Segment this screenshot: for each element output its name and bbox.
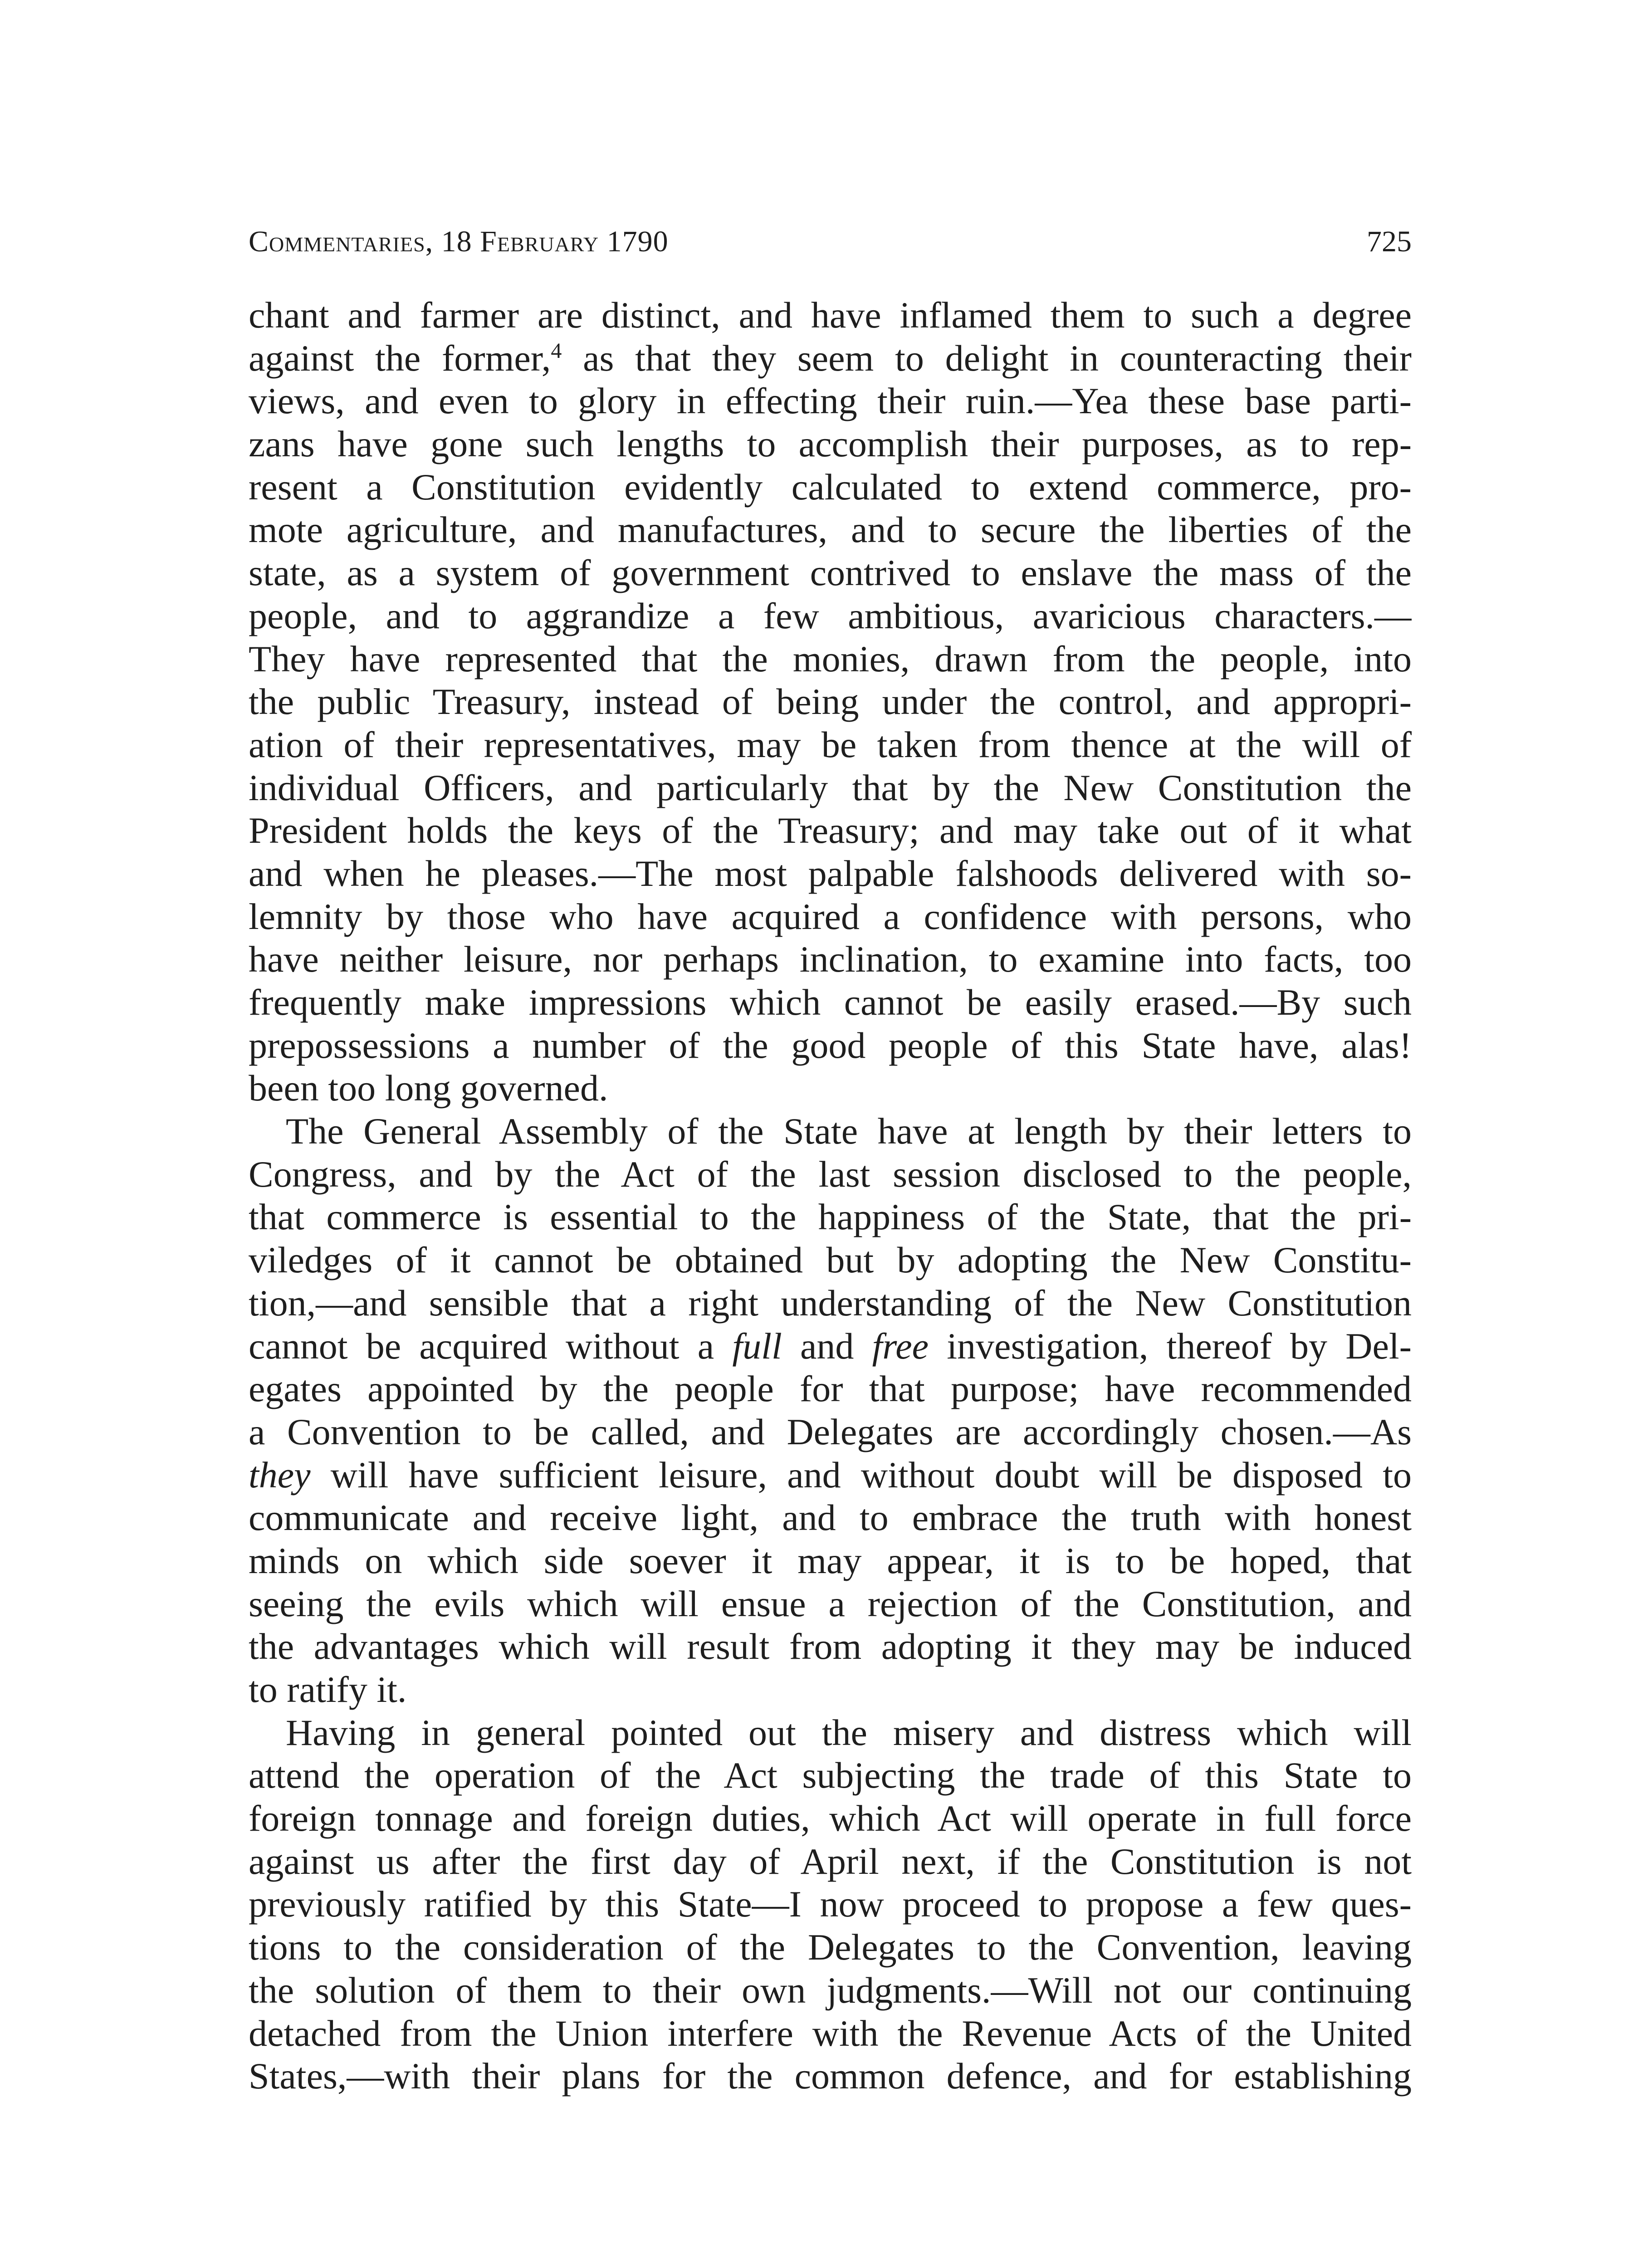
text-span: investigation, thereof by Del-	[929, 1325, 1412, 1367]
text-line: a Convention to be called, and Delegates are accordingly chosen.—As	[249, 1411, 1412, 1452]
text-line: The General Assembly of the State have at length by their letters to	[286, 1110, 1412, 1152]
text-line: foreign tonnage and foreign duties, which Act will operate in full force	[249, 1798, 1412, 1839]
text-line	[249, 337, 1412, 380]
text-line: communicate and receive light, and to embrace the truth with honest	[249, 1497, 1412, 1539]
text-span: and	[782, 1325, 872, 1367]
text-span: as that they seem to delight in counteracting their	[562, 337, 1412, 379]
text-line: have neither leisure, nor perhaps inclination, to examine into facts, too	[249, 938, 1412, 980]
text-line: minds on which side soever it may appear, it is to be hoped, that	[249, 1540, 1412, 1581]
body-text	[249, 294, 1412, 2098]
text-line: attend the operation of the Act subjecting the trade of this State to	[249, 1755, 1412, 1796]
running-head: Commentaries, 18 February 1790	[249, 225, 669, 258]
text-line: Having in general pointed out the misery and distress which will	[286, 1711, 1412, 1753]
text-line: They have represented that the monies, drawn from the people, into	[249, 638, 1412, 679]
paragraph-1	[249, 294, 1412, 1110]
text-line: States,—with their plans for the common defence, and for establishing	[249, 2055, 1412, 2097]
paragraph-2	[249, 1110, 1412, 1711]
text-line: state, as a system of government contrived to enslave the mass of the	[249, 552, 1412, 594]
text-line: to ratify it.	[249, 1669, 407, 1710]
italic-word: free	[872, 1325, 929, 1367]
text-line: views, and even to glory in effecting their ruin.—Yea these base parti-	[249, 380, 1412, 422]
text-line: been too long governed.	[249, 1067, 608, 1109]
text-line: against us after the first day of April next, if the Constitution is not	[249, 1840, 1412, 1882]
text-line: people, and to aggrandize a few ambitious, avaricious characters.—	[249, 595, 1412, 636]
text-span: cannot be acquired without a	[249, 1325, 733, 1367]
page-header	[249, 217, 1412, 267]
text-line: lemnity by those who have acquired a confidence with persons, who	[249, 895, 1412, 937]
text-line: egates appointed by the people for that purpose; have recommended	[249, 1368, 1412, 1410]
text-line: frequently make impressions which cannot be easily erased.—By such	[249, 982, 1412, 1023]
text-line: individual Officers, and particularly that by the New Constitution the	[249, 767, 1412, 808]
text-line: detached from the Union interfere with the Revenue Acts of the United	[249, 2012, 1412, 2054]
text-line: the public Treasury, instead of being under the control, and appropri-	[249, 681, 1412, 723]
text-line: resent a Constitution evidently calculated to extend commerce, pro-	[249, 466, 1412, 508]
text-line: prepossessions a number of the good people of this State have, alas!	[249, 1024, 1412, 1066]
text-line: and when he pleases.—The most palpable falshoods delivered with so-	[249, 852, 1412, 894]
text-line: the advantages which will result from adopting it they may be induced	[249, 1626, 1412, 1667]
text-line: zans have gone such lengths to accomplish their purposes, as to rep-	[249, 423, 1412, 465]
text-line: mote agriculture, and manufactures, and to secure the liberties of the	[249, 509, 1412, 551]
text-line: previously ratified by this State—I now proceed to propose a few ques-	[249, 1883, 1412, 1925]
text-line: President holds the keys of the Treasury; and may take out of it what	[249, 810, 1412, 851]
text-line: chant and farmer are distinct, and have inflamed them to such a degree	[249, 294, 1412, 336]
text-line: the solution of them to their own judgments.—Will not our continuing	[249, 1969, 1412, 2011]
italic-word: full	[732, 1325, 782, 1367]
text-line: that commerce is essential to the happiness of the State, that the pri-	[249, 1196, 1412, 1238]
italic-word: they	[249, 1454, 311, 1496]
text-line: viledges of it cannot be obtained but by adopting the New Constitu-	[249, 1239, 1412, 1281]
text-line: tion,—and sensible that a right understanding of the New Constitution	[249, 1282, 1412, 1324]
text-line: seeing the evils which will ensue a rejection of the Constitution, and	[249, 1583, 1412, 1624]
text-span: will have sufficient leisure, and without doubt will be disposed to	[310, 1454, 1412, 1496]
page-number: 725	[1367, 225, 1412, 258]
text-line: Congress, and by the Act of the last session disclosed to the people,	[249, 1153, 1412, 1195]
paragraph-3	[249, 1711, 1412, 2098]
text-span: against the former,	[249, 337, 551, 379]
text-line: tions to the consideration of the Delegates to the Convention, leaving	[249, 1926, 1412, 1968]
text-line: ation of their representatives, may be taken from thence at the will of	[249, 723, 1412, 765]
text-line	[249, 1325, 1412, 1368]
footnote-ref-4[interactable]: 4	[551, 338, 562, 363]
text-line	[249, 1454, 1412, 1497]
